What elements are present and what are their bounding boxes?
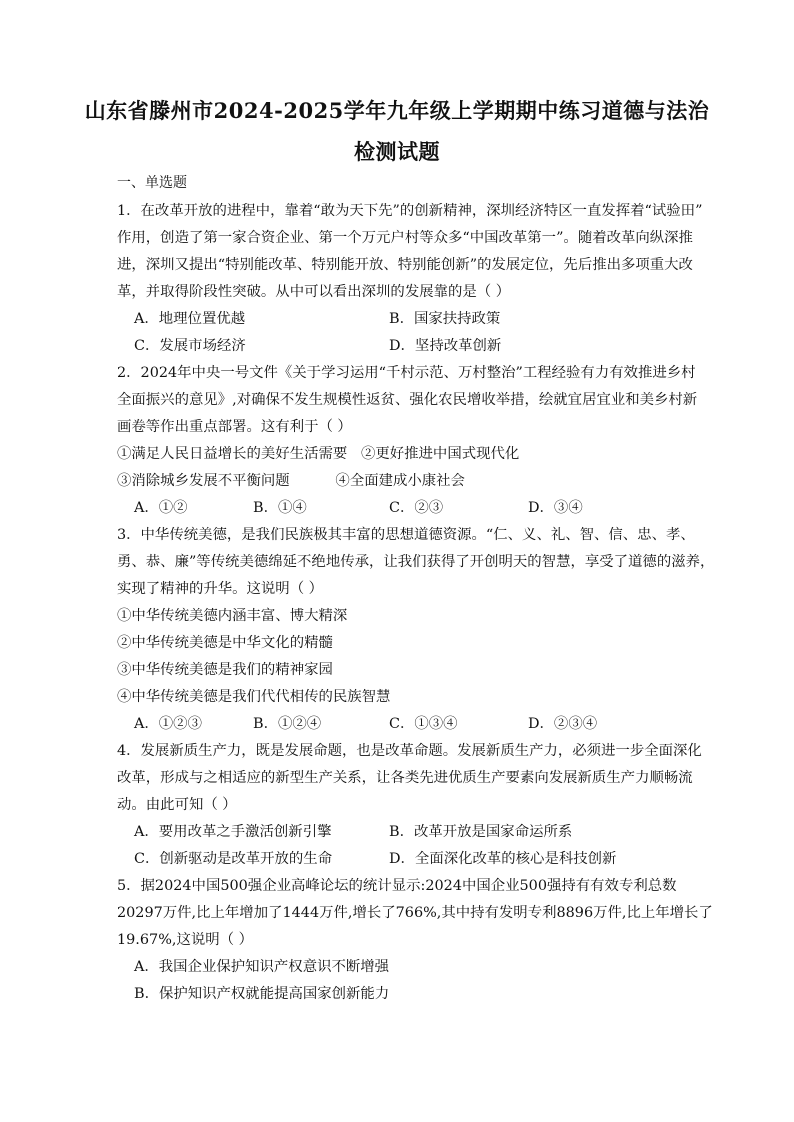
q5-option-a: A．我国企业保护知识产权意识不断增强: [134, 959, 390, 975]
q4-stem-line-2: 改革，形成与之相适应的新型生产关系，让各类先进优质生产要素向发展新质生产力顺畅流: [117, 770, 693, 786]
q2-option-a: A．①②: [134, 500, 188, 516]
q4-option-b: B．改革开放是国家命运所系: [389, 824, 573, 840]
q1-stem-line-1: 1．在改革开放的进程中，靠着“敢为天下先”的创新精神，深圳经济特区一直发挥着“试验田”: [117, 203, 703, 219]
q1-option-c: C．发展市场经济: [134, 338, 246, 354]
q2-item-line-1: ①满足人民日益增长的美好生活需要 ②更好推进中国式现代化: [117, 446, 520, 462]
q5-stem-line-3: 19.67%,这说明（ ）: [117, 932, 253, 948]
q3-item-2: ②中华传统美德是中华文化的精髓: [117, 635, 333, 651]
q1-stem-line-3: 进，深圳又提出“特别能改革、特别能开放、特别能创新”的发展定位，先后推出多项重大改: [117, 257, 693, 273]
q2-option-c: C．②③: [389, 500, 444, 516]
q3-stem-line-2: 勇、恭、廉”等传统美德绵延不绝地传承，让我们获得了开创明天的智慧，享受了道德的滋养，: [117, 554, 715, 570]
q5-option-b: B．保护知识产权就能提高国家创新能力: [134, 986, 390, 1002]
q3-stem-line-1: 3．中华传统美德，是我们民族极其丰富的思想道德资源。“仁、义、礼、智、信、忠、孝、: [117, 527, 695, 543]
q3-stem-line-3: 实现了精神的升华。这说明（ ）: [117, 581, 324, 597]
document-title-line-2: 检测试题: [354, 139, 440, 164]
q3-option-b: B．①②④: [253, 716, 322, 732]
q4-stem-line-1: 4．发展新质生产力，既是发展命题，也是改革命题。发展新质生产力，必须进一步全面深化: [117, 743, 702, 759]
q2-stem-line-3: 画卷等作出重点部署。这有利于（ ）: [117, 419, 352, 435]
q5-stem-line-1: 5．据2024中国500强企业高峰论坛的统计显示:2024中国企业500强持有有效专利总数: [117, 878, 677, 894]
q4-option-c: C．创新驱动是改革开放的生命: [134, 851, 333, 867]
q3-item-4: ④中华传统美德是我们代代相传的民族智慧: [117, 689, 391, 705]
q4-option-a: A．要用改革之手激活创新引擎: [134, 824, 332, 840]
q4-option-d: D．全面深化改革的核心是科技创新: [389, 851, 617, 867]
q1-stem-line-4: 革，并取得阶段性突破。从中可以看出深圳的发展靠的是（ ）: [117, 284, 511, 300]
q4-stem-line-3: 动。由此可知（ ）: [117, 797, 237, 813]
q5-stem-line-2: 20297万件,比上年增加了1444万件,增长了766%,其中持有发明专利8896万件,比上年增长了: [117, 905, 713, 921]
q2-option-b: B．①④: [253, 500, 307, 516]
q3-option-c: C．①③④: [389, 716, 458, 732]
q3-item-1: ①中华传统美德内涵丰富、博大精深: [117, 608, 348, 624]
q1-option-d: D．坚持改革创新: [389, 338, 502, 354]
q2-item-line-2: ③消除城乡发展不平衡问题 ④全面建成小康社会: [117, 473, 465, 489]
document-title-line-1: 山东省滕州市2024-2025学年九年级上学期期中练习道德与法治: [84, 98, 710, 123]
q3-item-3: ③中华传统美德是我们的精神家园: [117, 662, 333, 678]
q1-stem-line-2: 作用，创造了第一家合资企业、第一个万元户村等众多“中国改革第一”。随着改革向纵深推: [117, 230, 693, 246]
q2-stem-line-2: 全面振兴的意见》,对确保不发生规模性返贫、强化农民增收举措，绘就宜居宜业和美乡村新: [117, 392, 698, 408]
q2-stem-line-1: 2．2024年中央一号文件《关于学习运用“千村示范、万村整治”工程经验有力有效推进乡村: [117, 365, 696, 381]
q1-option-b: B．国家扶持政策: [389, 311, 501, 327]
q3-option-d: D．②③④: [528, 716, 598, 732]
q3-option-a: A．①②③: [134, 716, 202, 732]
q1-option-a: A．地理位置优越: [134, 311, 246, 327]
q2-option-d: D．③④: [528, 500, 583, 516]
section-heading: 一、单选题: [117, 175, 187, 191]
